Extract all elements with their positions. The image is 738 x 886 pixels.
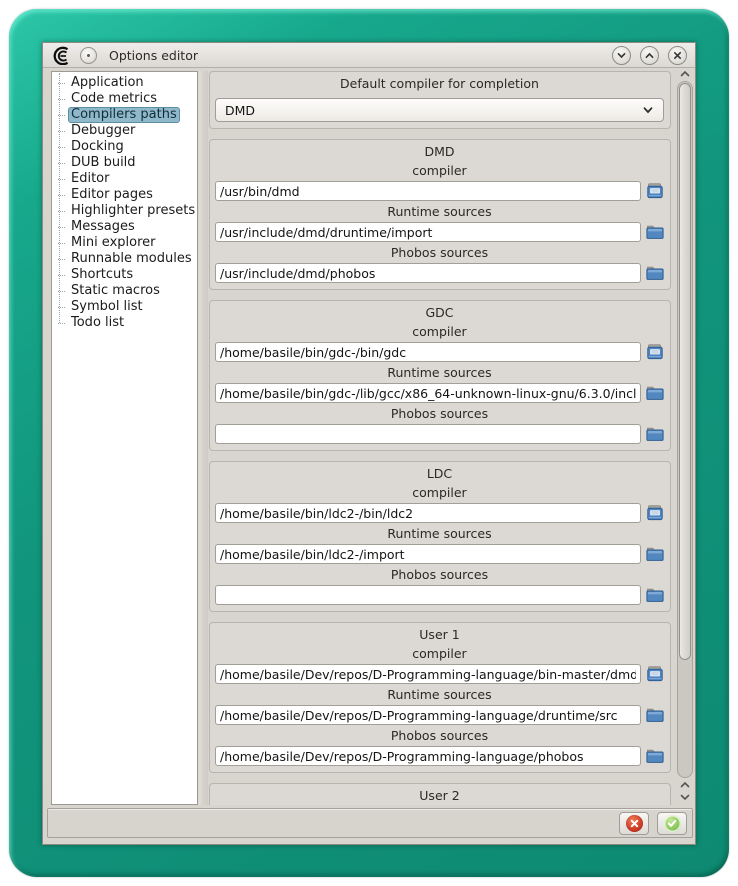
default-compiler-combobox[interactable] — [215, 98, 664, 122]
path-input[interactable] — [215, 383, 641, 403]
category-tree-item[interactable] — [58, 171, 195, 187]
browse-button[interactable] — [646, 385, 664, 401]
compiler-groupbox — [209, 461, 671, 612]
open-folder-icon — [646, 748, 664, 764]
path-field-label: compiler — [412, 646, 467, 661]
footer-bar — [47, 808, 693, 838]
category-tree — [58, 75, 195, 331]
open-folder-icon — [646, 707, 664, 723]
compiler-groupbox — [209, 783, 671, 805]
category-tree-item[interactable] — [58, 107, 195, 123]
path-field — [215, 527, 664, 564]
compiler-group-title: User 2 — [419, 788, 460, 803]
compiler-groupbox — [209, 300, 671, 451]
open-folder-icon — [646, 426, 664, 442]
path-field-label: compiler — [412, 485, 467, 500]
category-tree-item[interactable] — [58, 299, 195, 315]
category-label[interactable]: Messages — [71, 219, 135, 234]
category-tree-item[interactable] — [58, 315, 195, 331]
category-tree-item[interactable] — [58, 219, 195, 235]
compiler-group-title: DMD — [424, 144, 455, 159]
path-field-label: Phobos sources — [390, 406, 489, 421]
category-label[interactable]: Symbol list — [71, 299, 143, 314]
category-tree-item[interactable] — [58, 235, 195, 251]
chevron-up-icon — [680, 781, 690, 789]
chevron-down-icon — [616, 50, 627, 61]
category-tree-item[interactable] — [58, 123, 195, 139]
path-input[interactable] — [215, 705, 641, 725]
category-label[interactable]: Code metrics — [71, 91, 158, 106]
category-label[interactable]: Editor — [71, 171, 110, 186]
chevron-down-icon — [642, 104, 654, 116]
compiler-group-title: User 1 — [419, 627, 460, 642]
category-label[interactable]: Debugger — [71, 123, 136, 138]
close-x-icon — [672, 50, 683, 61]
category-label[interactable]: Shortcuts — [71, 267, 134, 282]
path-field — [215, 688, 664, 725]
category-label[interactable]: Todo list — [71, 315, 125, 330]
scroll-up-button[interactable] — [676, 68, 694, 80]
category-label[interactable]: Mini explorer — [71, 235, 156, 250]
category-label[interactable]: Highlighter presets — [71, 203, 196, 218]
path-input[interactable] — [215, 544, 641, 564]
path-field-label: Phobos sources — [390, 728, 489, 743]
window-menu-dot-icon — [87, 54, 90, 57]
open-folder-icon — [646, 265, 664, 281]
path-input[interactable] — [215, 424, 641, 444]
window-menu-button[interactable] — [80, 47, 97, 64]
chevron-down-icon — [680, 793, 690, 801]
maximize-button[interactable] — [640, 46, 659, 65]
path-input[interactable] — [215, 503, 641, 523]
browse-button[interactable] — [646, 344, 664, 360]
browse-button[interactable] — [646, 748, 664, 764]
coedit-logo-icon — [51, 45, 71, 65]
chevron-up-icon — [644, 50, 655, 61]
open-file-icon — [646, 666, 664, 682]
titlebar — [43, 43, 695, 68]
path-input[interactable] — [215, 222, 641, 242]
path-field — [215, 647, 664, 684]
category-tree-item[interactable] — [58, 251, 195, 267]
combobox-value: DMD — [225, 102, 256, 118]
category-tree-item[interactable] — [58, 203, 195, 219]
open-folder-icon — [646, 224, 664, 240]
path-field — [215, 729, 664, 766]
browse-button[interactable] — [646, 224, 664, 240]
category-tree-item[interactable] — [58, 91, 195, 107]
open-folder-icon — [646, 546, 664, 562]
browse-button[interactable] — [646, 505, 664, 521]
category-label[interactable]: Docking — [71, 139, 124, 154]
chevron-up-icon — [680, 70, 690, 78]
browse-button[interactable] — [646, 707, 664, 723]
vertical-scrollbar — [676, 68, 694, 833]
category-label[interactable]: Editor pages — [71, 187, 153, 202]
open-file-icon — [646, 183, 664, 199]
close-button[interactable] — [668, 46, 687, 65]
path-field-label: compiler — [412, 163, 467, 178]
sidebar-splitter[interactable] — [199, 71, 208, 805]
window-title: Options editor — [109, 47, 198, 63]
category-label[interactable]: DUB build — [71, 155, 136, 170]
path-input[interactable] — [215, 342, 641, 362]
path-field — [215, 568, 664, 605]
path-field — [215, 407, 664, 444]
path-input[interactable] — [215, 181, 641, 201]
default-compiler-title: Default compiler for completion — [340, 76, 539, 91]
browse-button[interactable] — [646, 666, 664, 682]
path-field-label: Runtime sources — [387, 526, 492, 541]
browse-button[interactable] — [646, 426, 664, 442]
compiler-groupbox — [209, 139, 671, 290]
options-editor-window — [42, 42, 696, 845]
path-field-label: Phobos sources — [390, 245, 489, 260]
browse-button[interactable] — [646, 546, 664, 562]
default-compiler-groupbox — [209, 71, 671, 129]
category-label[interactable]: Application — [71, 75, 144, 90]
scroll-down-button[interactable] — [676, 791, 694, 803]
open-file-icon — [646, 505, 664, 521]
category-label[interactable]: Static macros — [71, 283, 160, 298]
path-field-label: Phobos sources — [390, 567, 489, 582]
browse-button[interactable] — [646, 183, 664, 199]
path-field — [215, 246, 664, 283]
category-tree-item[interactable] — [58, 187, 195, 203]
path-field — [215, 205, 664, 242]
path-field — [215, 325, 664, 362]
ok-green-circle-check-icon — [664, 815, 681, 832]
path-field-label: Runtime sources — [387, 687, 492, 702]
category-tree-item[interactable] — [58, 139, 195, 155]
path-input[interactable] — [215, 746, 641, 766]
open-folder-icon — [646, 587, 664, 603]
browse-button[interactable] — [646, 265, 664, 281]
open-file-icon — [646, 344, 664, 360]
category-label[interactable]: Runnable modules — [71, 251, 192, 266]
compilers-paths-panel — [208, 71, 674, 805]
accept-button[interactable] — [657, 812, 687, 835]
open-folder-icon — [646, 385, 664, 401]
path-field-label: compiler — [412, 324, 467, 339]
compiler-groupbox — [209, 622, 671, 773]
cancel-red-circle-x-icon — [626, 815, 643, 832]
path-field — [215, 164, 664, 201]
cancel-button[interactable] — [619, 812, 649, 835]
browse-button[interactable] — [646, 587, 664, 603]
compiler-group-title: GDC — [425, 305, 454, 320]
category-tree-item[interactable] — [58, 283, 195, 299]
dialog-body — [43, 68, 695, 845]
minimize-button[interactable] — [612, 46, 631, 65]
category-list — [51, 71, 198, 805]
path-input[interactable] — [215, 263, 641, 283]
compiler-group-title: LDC — [426, 466, 453, 481]
category-tree-item[interactable] — [58, 155, 195, 171]
path-input[interactable] — [215, 664, 641, 684]
category-tree-item[interactable] — [58, 75, 195, 91]
path-field — [215, 366, 664, 403]
compiler-groups — [208, 139, 674, 805]
category-tree-item[interactable] — [58, 267, 195, 283]
path-field-label: Runtime sources — [387, 204, 492, 219]
path-input[interactable] — [215, 585, 641, 605]
category-label[interactable]: Compilers paths — [68, 107, 180, 123]
path-field-label: Runtime sources — [387, 365, 492, 380]
scrollbar-track[interactable] — [677, 81, 693, 778]
scroll-up-button-bottom[interactable] — [676, 779, 694, 791]
scrollbar-thumb[interactable] — [679, 83, 691, 660]
path-field — [215, 486, 664, 523]
